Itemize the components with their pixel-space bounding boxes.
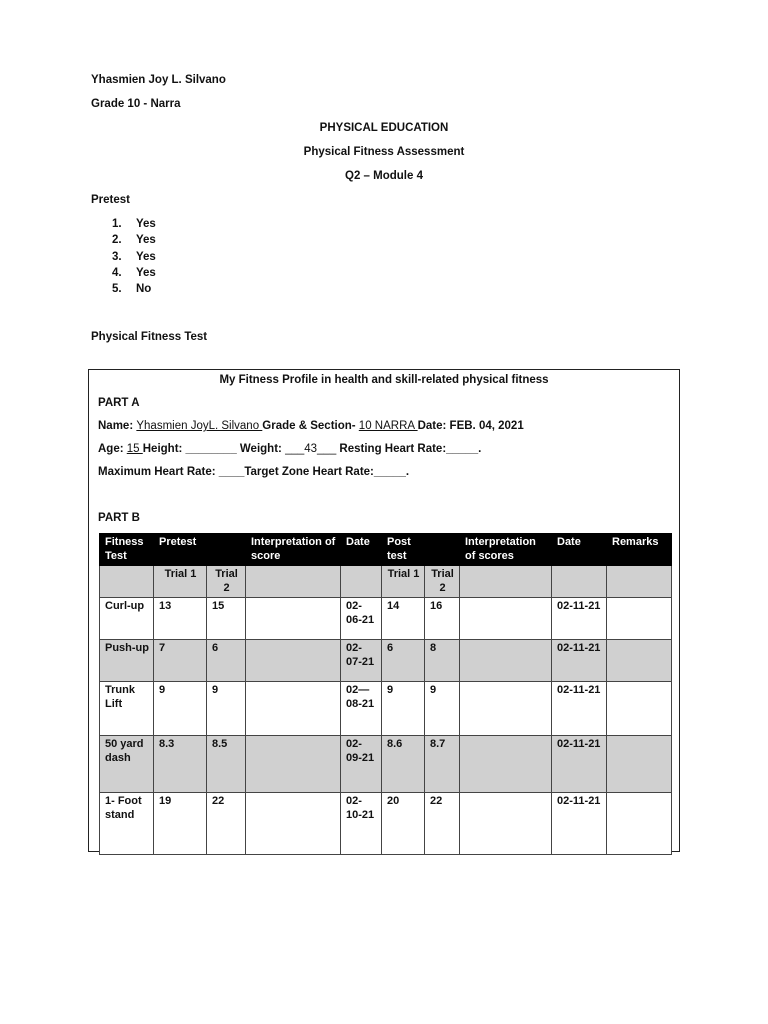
list-item: 2. Yes: [112, 234, 156, 247]
header-fitness-test: Fitness Test: [100, 534, 154, 566]
section-value: 10 NARRA: [358, 420, 418, 432]
header-remarks: Remarks: [607, 534, 672, 566]
header-pretest-blank: [207, 534, 246, 566]
list-item: 1. Yes: [112, 218, 156, 230]
header-date: Date: [341, 534, 382, 566]
pretest-answer-list: [112, 218, 156, 299]
part-b-label: PART B: [98, 512, 140, 524]
table-row: 50 yard dash 8.3 8.5 02-09-21 8.6 8.7 02-11-21: [100, 736, 672, 793]
pretest-trial-1: Trial 1: [154, 566, 207, 598]
age-line: Age: 15 Height: ________ Weight: ___43___ Resting Heart Rate:_____.: [98, 443, 482, 455]
header-post-test-blank: [425, 534, 460, 566]
table-row: Curl-up 13 15 02-06-21 14 16 02-11-21: [100, 598, 672, 640]
header-pretest: Pretest: [154, 534, 207, 566]
name-line: Name: Yhasmien JoyL. Silvano Grade & Section- 10 NARRA Date: FEB. 04, 2021: [98, 420, 524, 432]
header-date-2: Date: [552, 534, 607, 566]
header-post-test: Post test: [382, 534, 425, 566]
part-a-label: PART A: [98, 397, 140, 409]
posttest-trial-2: Trial 2: [425, 566, 460, 598]
list-item: 3. Yes: [112, 250, 156, 263]
table-row: 1- Foot stand 19 22 02-10-21 20 22 02-11-21: [100, 793, 672, 855]
assessment-title: Physical Fitness Assessment: [303, 146, 465, 158]
profile-title: My Fitness Profile in health and skill-related physical fitness: [219, 374, 549, 386]
module-title: Q2 – Module 4: [345, 170, 423, 182]
table-subheader-row: [100, 566, 672, 598]
pretest-title: Pretest: [91, 194, 130, 206]
header-interpretation: Interpretation of score: [246, 534, 341, 566]
list-item: 4. Yes: [112, 266, 156, 279]
fitness-table: [99, 533, 672, 855]
age-value: 15: [126, 443, 143, 455]
table-row: Trunk Lift 9 9 02—08-21 9 9 02-11-21: [100, 682, 672, 736]
posttest-trial-1: Trial 1: [382, 566, 425, 598]
heart-rate-line: Maximum Heart Rate: ____Target Zone Heart Rate:_____.: [98, 466, 410, 478]
header-interpretation-scores: Interpretation of scores: [460, 534, 552, 566]
fitness-profile-box: [88, 369, 680, 852]
table-row: Push-up 7 6 02-07-21 6 8 02-11-21: [100, 640, 672, 682]
weight-value: ___43___: [285, 443, 337, 455]
name-value: Yhasmien JoyL. Silvano: [136, 420, 263, 432]
grade-section: Grade 10 - Narra: [91, 98, 181, 110]
fitness-test-title: Physical Fitness Test: [91, 331, 208, 343]
table-header-row: [100, 534, 672, 566]
pretest-trial-2: Trial 2: [207, 566, 246, 598]
student-name: Yhasmien Joy L. Silvano: [91, 74, 226, 86]
subject-title: PHYSICAL EDUCATION: [319, 122, 449, 134]
list-item: 5. No: [112, 283, 152, 296]
